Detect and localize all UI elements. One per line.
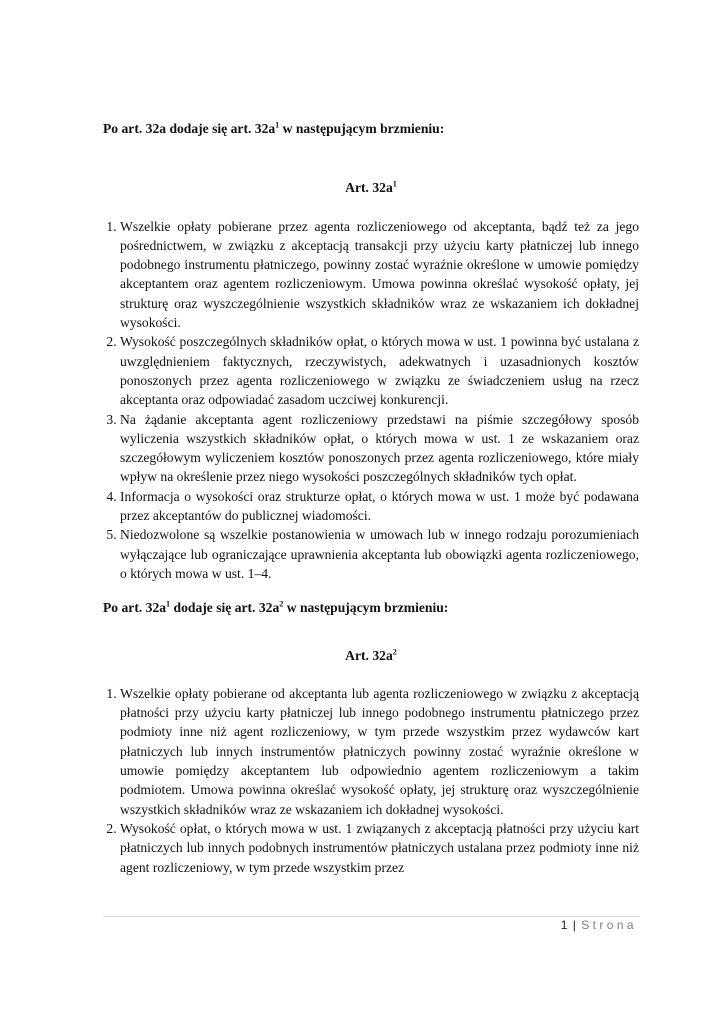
article-32a2-points xyxy=(103,684,639,877)
intro-suffix: w następującym brzmieniu: xyxy=(283,600,449,616)
footer-separator: | xyxy=(572,918,576,932)
intro-prefix: Po art. 32a xyxy=(103,121,167,136)
intro-mid-sup: 2 xyxy=(279,599,284,609)
article-32a1-point-1: 1. Wszelkie opłaty pobierane przez agenta rozliczeniowego od akceptanta, bądź też za jego pośrednictwem, w związku z akceptacją transakcji przy użyciu karty płatniczej lub innego podobnego instrumentu płatniczego, powinny zostać wyraźnie określone w umowie pomiędzy akceptantem oraz agentem rozliczeniowym. Umowa powinna określać wysokość opłaty, jej strukturę oraz wyszczególnienie wszystkich składników wraz ze wskazaniem ich dokładnej wysokości. xyxy=(120,217,639,333)
intro-mid-sup: 1 xyxy=(275,120,280,130)
article-32a1-point-4: 4. Informacja o wysokości oraz strukturze opłat, o których mowa w ust. 1 może być podawana przez akceptantów do publicznej wiadomości. xyxy=(120,487,639,526)
article-32a1-point-5: 5. Niedozwolone są wszelkie postanowienia w umowach lub w innego rodzaju porozumieniach wyłączające lub ograniczające uprawnienia akceptanta lub obowiązki agenta rozliczeniowego, o których mowa w ust. 1–4. xyxy=(120,525,639,583)
page-number: 1 xyxy=(560,918,568,932)
document-body xyxy=(103,108,639,877)
intro-suffix: w następującym brzmieniu: xyxy=(279,121,445,136)
intro-prefix-sup: 1 xyxy=(166,599,171,609)
article-32a2-point-2: 2. Wysokość opłat, o których mowa w ust. 1 związanych z akceptacją płatności przy użyciu kart płatniczych lub innych podobnych instrumentów płatniczych ustalana przez podmioty inne niż agent rozliczeniowy, w tym przede wszystkim przez xyxy=(120,819,639,877)
intro-mid: dodaje się art. 32a xyxy=(170,600,280,616)
article-32a2-point-1: 1. Wszelkie opłaty pobierane od akceptanta lub agenta rozliczeniowego w związku z akceptacją płatności przy użyciu karty płatniczej lub innego podobnego instrumentu płatniczego przez podmioty inne niż agent rozliczeniowy, w tym przede wszystkim przez wydawców kart płatniczych lub innych instrumentów płatniczych powinny zostać wyraźnie określone w umowie pomiędzy akceptantem lub odpowiednio agentem rozliczeniowym a takim podmiotem. Umowa powinna określać wysokość opłaty, jej strukturę oraz wyszczególnienie wszystkich składników wraz ze wskazaniem ich dokładnej wysokości. xyxy=(120,684,639,819)
article-title-32a1 xyxy=(103,178,639,197)
article-32a1-point-2: 2. Wysokość poszczególnych składników opłat, o których mowa w ust. 1 powinna być ustalana z uwzględnieniem faktycznych, rzeczywistych, adekwatnych i uzasadnionych kosztów ponoszonych przez agenta rozliczeniowego w związku ze świadczeniem usług na rzecz akceptanta oraz odpowiadać zasadom uczciwej konkurencji. xyxy=(120,332,639,409)
article-title-base: Art. 32a xyxy=(345,180,393,196)
intro-mid: dodaje się art. 32a xyxy=(166,121,276,136)
article-32a1-point-3: 3. Na żądanie akceptanta agent rozliczeniowy przedstawi na piśmie szczegółowy sposób wyliczenia wszystkich składników opłat, o których mowa w ust. 1 ze wskazaniem oraz szczegółowym wyliczeniem kosztów ponoszonych przez agenta rozliczeniowego, które miały wpływ na określenie przez niego wysokości poszczególnych składników tych opłat. xyxy=(120,410,639,487)
article-title-32a2 xyxy=(103,646,639,665)
article-title-sup: 1 xyxy=(392,179,397,189)
article-32a1-points xyxy=(103,217,639,584)
amendment-intro-32a1 xyxy=(103,119,639,138)
article-title-base: Art. 32a xyxy=(345,647,393,663)
article-title-sup: 2 xyxy=(392,647,397,656)
page-footer xyxy=(480,918,637,932)
amendment-intro-32a2 xyxy=(103,598,639,617)
footer-divider xyxy=(103,916,640,917)
footer-label: Strona xyxy=(581,918,637,932)
intro-prefix: Po art. 32a xyxy=(103,600,167,616)
